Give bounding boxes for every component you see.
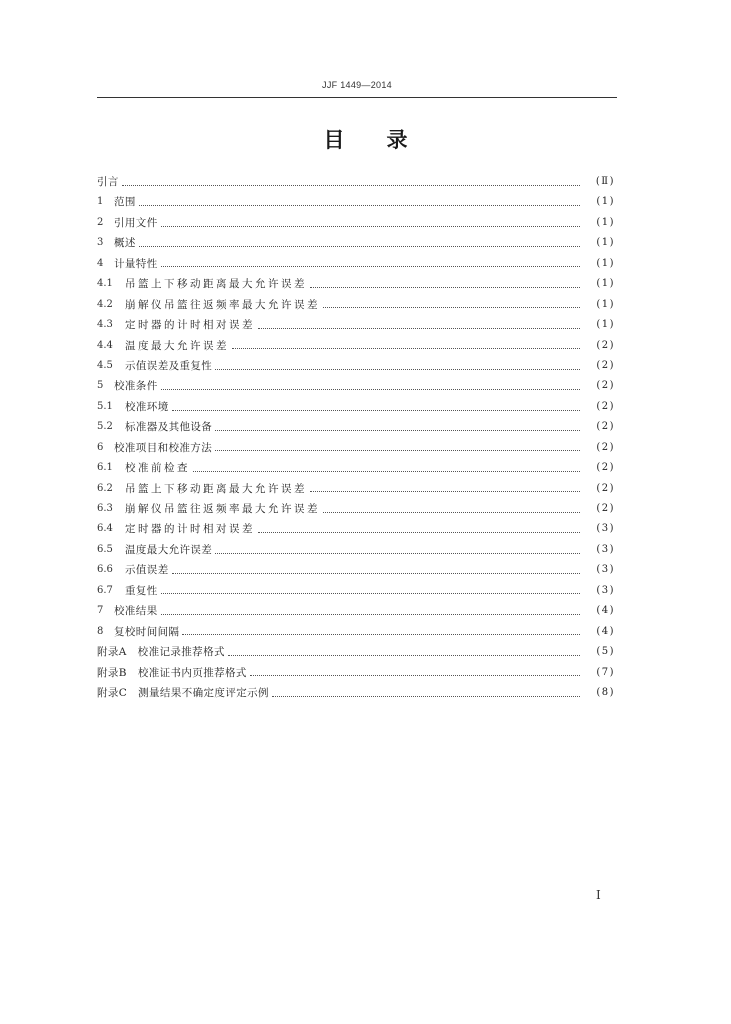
toc-dot-leader	[215, 430, 580, 431]
toc-dot-leader	[161, 389, 580, 390]
toc-entry-label: 引用文件	[114, 216, 158, 229]
toc-dot-leader	[228, 655, 580, 656]
toc-entry-page: (Ⅱ)	[595, 176, 615, 187]
toc-entry-label: 计量特性	[114, 257, 158, 270]
toc-dot-leader	[215, 553, 580, 554]
toc-dot-leader	[161, 614, 580, 615]
toc-entry-number: 4.2	[97, 298, 113, 310]
toc-entry-number: 5.2	[97, 421, 113, 433]
toc-entry-page: (2)	[596, 462, 615, 474]
toc-entry-page: (3)	[596, 523, 615, 535]
toc-entry-page: (2)	[596, 503, 615, 514]
toc-entry	[97, 622, 615, 642]
toc-entry-page: (2)	[596, 441, 615, 453]
toc-entry	[97, 356, 615, 376]
toc-entry-number: 6.2	[97, 482, 113, 494]
toc-entry-number: 2	[97, 216, 104, 228]
toc-entry	[97, 642, 615, 662]
toc-entry	[97, 376, 615, 396]
toc-entry-number: 6.4	[97, 523, 113, 535]
toc-entry-number: 8	[97, 625, 104, 637]
toc-entry-label: 重复性	[125, 584, 158, 597]
toc-entry	[97, 213, 615, 233]
toc-entry-label: 崩解仪吊篮往返频率最大允许误差	[125, 503, 320, 515]
toc-entry-number: 4.3	[97, 319, 113, 331]
toc-dot-leader	[182, 634, 580, 635]
toc-entry-page: (1)	[596, 319, 615, 331]
toc-entry-label: 附录B 校准证书内页推荐格式	[97, 666, 247, 679]
toc-entry	[97, 540, 615, 560]
toc-entry-page: (2)	[596, 421, 615, 433]
toc-entry-page: (5)	[596, 646, 615, 658]
toc-dot-leader	[172, 410, 580, 411]
toc-entry-number: 6.6	[97, 564, 113, 576]
toc-entry-page: (1)	[596, 257, 615, 269]
toc-entry	[97, 397, 615, 417]
toc-entry-label: 校准结果	[114, 605, 158, 618]
page-title: 目录	[323, 128, 450, 152]
page-number: I	[596, 888, 601, 902]
toc-entry-number: 4.5	[97, 359, 113, 371]
toc-dot-leader	[161, 593, 580, 594]
toc-entry	[97, 336, 615, 356]
toc-entry-page: (1)	[596, 216, 615, 228]
toc-entry-number: 4	[97, 257, 104, 269]
toc-dot-leader	[215, 369, 580, 370]
toc-entry-page: (3)	[596, 564, 615, 576]
toc-entry	[97, 315, 615, 335]
toc-entry-label: 引言	[97, 176, 119, 188]
toc-entry-page: (2)	[596, 359, 615, 371]
toc-entry	[97, 254, 615, 274]
toc-entry-label: 定时器的计时相对误差	[125, 319, 255, 332]
header-rule	[97, 97, 617, 98]
toc-entry-page: (4)	[596, 625, 615, 637]
toc-entry-number: 5.1	[97, 400, 113, 412]
toc-entry-label: 校准条件	[114, 380, 158, 393]
toc-entry-number: 3	[97, 237, 104, 249]
toc-entry-page: (3)	[596, 584, 615, 596]
toc-dot-leader	[172, 573, 580, 574]
toc-entry-number: 1	[97, 196, 104, 208]
toc-dot-leader	[272, 696, 580, 697]
toc-entry	[97, 417, 615, 437]
toc-entry	[97, 192, 615, 212]
toc-entry-label: 吊篮上下移动距离最大允许误差	[125, 482, 307, 495]
toc-entry-label: 校准前检查	[125, 462, 190, 475]
toc-entry-label: 示值误差	[125, 564, 169, 577]
toc-entry	[97, 295, 615, 315]
toc-entry	[97, 683, 615, 703]
toc-dot-leader	[258, 532, 580, 533]
toc-entry-number: 4.4	[97, 339, 113, 351]
toc-entry-label: 校准项目和校准方法	[114, 441, 213, 454]
toc-entry	[97, 233, 615, 253]
toc-entry-label: 附录A 校准记录推荐格式	[97, 646, 225, 659]
toc-entry-label: 校准环境	[125, 400, 169, 413]
toc-entry	[97, 519, 615, 539]
toc-entry	[97, 438, 615, 458]
toc-entry-page: (1)	[596, 278, 615, 290]
toc-entry-number: 6.5	[97, 543, 113, 555]
toc-dot-leader	[310, 491, 580, 492]
toc-entry	[97, 560, 615, 580]
toc-entry-page: (4)	[596, 605, 615, 617]
toc-entry-label: 示值误差及重复性	[125, 359, 213, 372]
toc-entry-page: (7)	[596, 666, 615, 678]
toc-entry-number: 6.3	[97, 503, 113, 514]
toc-dot-leader	[323, 512, 580, 513]
toc-dot-leader	[232, 348, 580, 349]
toc-dot-leader	[139, 246, 580, 247]
toc-entry-number: 6.7	[97, 584, 113, 596]
toc-entry	[97, 458, 615, 478]
table-of-contents	[97, 172, 615, 703]
toc-entry-label: 范围	[114, 196, 136, 209]
toc-entry	[97, 663, 615, 683]
toc-entry-label: 吊篮上下移动距离最大允许误差	[125, 278, 307, 291]
toc-dot-leader	[161, 266, 580, 267]
toc-entry-page: (3)	[596, 543, 615, 555]
toc-dot-leader	[193, 471, 580, 472]
toc-entry-number: 6	[97, 441, 104, 453]
toc-entry-page: (8)	[596, 686, 615, 698]
toc-entry-label: 概述	[114, 237, 136, 250]
toc-dot-leader	[215, 450, 580, 451]
toc-entry	[97, 172, 615, 192]
toc-entry-number: 5	[97, 380, 104, 392]
toc-entry-page: (1)	[596, 237, 615, 249]
toc-entry-number: 6.1	[97, 462, 113, 474]
toc-entry	[97, 499, 615, 519]
toc-entry-label: 温度最大允许误差	[125, 339, 229, 352]
toc-entry-number: 4.1	[97, 278, 113, 290]
toc-dot-leader	[250, 675, 580, 676]
toc-entry-label: 附录C 测量结果不确定度评定示例	[97, 686, 269, 699]
toc-dot-leader	[161, 226, 580, 227]
toc-dot-leader	[139, 205, 580, 206]
toc-dot-leader	[258, 328, 580, 329]
toc-dot-leader	[323, 307, 580, 308]
toc-entry-page: (1)	[596, 298, 615, 310]
standard-code-header: JJF 1449—2014	[322, 80, 392, 90]
toc-entry-page: (2)	[596, 380, 615, 392]
toc-entry	[97, 479, 615, 499]
toc-entry-label: 标准器及其他设备	[125, 421, 213, 434]
toc-entry-page: (2)	[596, 482, 615, 494]
toc-entry	[97, 601, 615, 621]
toc-entry-number: 7	[97, 605, 104, 617]
toc-entry-label: 崩解仪吊篮往返频率最大允许误差	[125, 298, 320, 311]
toc-entry-label: 定时器的计时相对误差	[125, 523, 255, 536]
toc-entry	[97, 274, 615, 294]
toc-entry-label: 复校时间间隔	[114, 625, 180, 638]
toc-dot-leader	[310, 287, 580, 288]
toc-entry-page: (2)	[596, 400, 615, 412]
toc-entry-page: (2)	[596, 339, 615, 351]
toc-entry-label: 温度最大允许误差	[125, 543, 213, 556]
toc-entry	[97, 581, 615, 601]
toc-entry-page: (1)	[596, 196, 615, 208]
toc-dot-leader	[122, 185, 580, 186]
